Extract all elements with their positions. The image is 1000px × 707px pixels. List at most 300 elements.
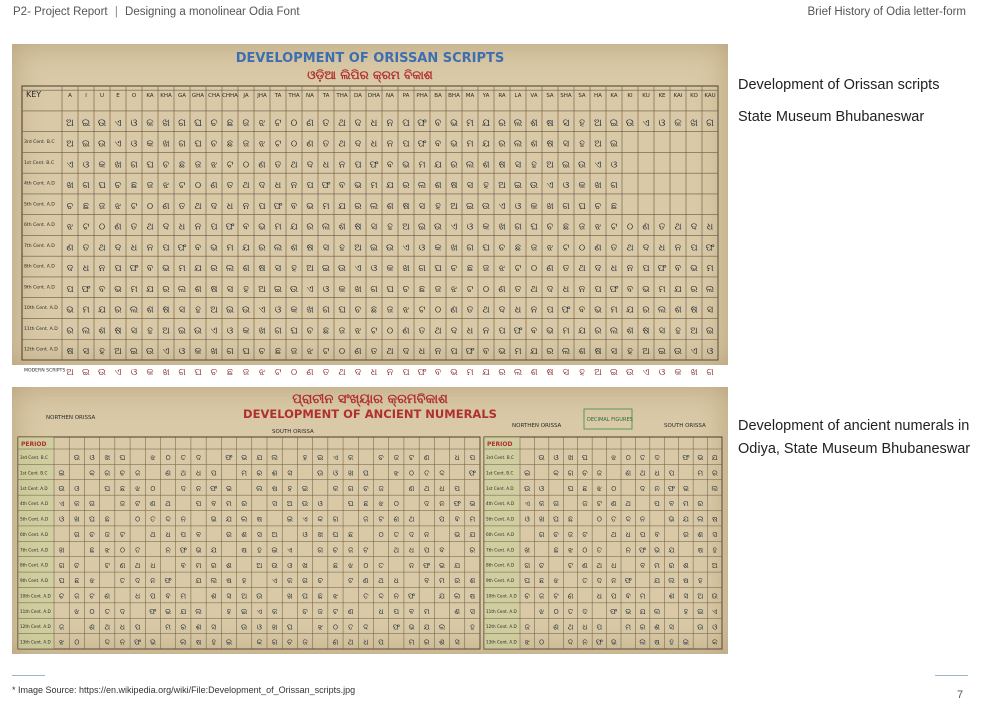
numerals-left-table-numeral-glyph: ପ [469,453,476,463]
numerals-right-table-numeral-glyph: ଏ [524,499,530,509]
row-label: 4th Cent. A.D [24,181,55,187]
script-glyph: ଧ [562,283,570,295]
script-glyph: ଜ [434,283,442,295]
script-glyph: ପ [498,325,506,337]
script-glyph: ଛ [178,159,186,171]
script-glyph: ଲ [513,366,523,378]
script-glyph: କ [578,180,586,192]
script-glyph: ଫ [417,117,427,129]
numerals-left-table-numeral-glyph: ଧ [195,468,202,478]
numerals-left-table-numeral-glyph: ଫ [210,483,218,493]
script-glyph: ଠ [386,325,394,337]
numerals-left-table-numeral-glyph: ଶ [241,530,247,539]
script-glyph: ଉ [242,304,250,316]
numerals-right-table-numeral-glyph: ଗ [524,560,531,570]
script-glyph: ଝ [258,366,266,378]
numerals-right-table-numeral-glyph: ଝ [539,606,545,616]
script-glyph: ଶ [242,263,250,275]
numerals-left-table-numeral-glyph: ଜ [348,545,354,555]
script-glyph: ଘ [386,283,394,295]
numerals-left-table-numeral-glyph: ତ [150,514,156,524]
numerals-left-table-row-label: 1st Cent. B.C [20,470,48,476]
numerals-right-table-numeral-glyph: ଜ [524,622,530,632]
numerals-left-table-numeral-glyph: ତ [104,606,110,616]
script-glyph: ତ [610,242,618,254]
script-glyph: ଥ [674,221,682,233]
script-glyph: ଓ [370,263,378,275]
numerals-left-table-numeral-glyph: ଭ [165,606,172,616]
script-glyph: ବ [674,263,682,275]
script-glyph: ଷ [546,138,554,150]
numerals-left-table-numeral-glyph: ହ [302,453,308,463]
numerals-left-table-numeral-glyph: ଜ [74,591,80,601]
numerals-right-table-numeral-glyph: ଭ [668,514,675,524]
script-glyph: ମ [418,159,426,171]
numerals-right-table-numeral-glyph: ମ [625,622,632,632]
numerals-right-table-numeral-glyph: ନ [611,576,617,586]
script-glyph: ଭ [498,346,506,358]
script-glyph: ଖ [498,221,506,233]
numerals-right-table-numeral-glyph: ନ [582,637,588,647]
numerals-right-table-numeral-glyph: ର [697,499,704,509]
script-glyph: ତ [130,221,138,233]
script-glyph: ଦ [210,200,218,212]
script-glyph: ନ [242,200,250,212]
script-glyph: ର [114,304,122,316]
script-glyph: ଛ [226,117,234,129]
script-glyph: ଭ [258,221,266,233]
script-glyph: ଶ [98,325,106,337]
script-glyph: ନ [290,180,298,192]
numerals-left-table-numeral-glyph: ଣ [393,514,400,524]
header-separator: | [114,6,118,18]
numerals-left-table-numeral-glyph: ଦ [165,514,171,524]
script-glyph: ଥ [578,263,586,275]
numerals-right-table-numeral-glyph: ବ [668,499,675,509]
script-glyph: ସ [610,346,618,358]
script-glyph: ଓ [226,325,234,337]
numerals-left-table-numeral-glyph: ଣ [119,560,126,570]
numerals-left-table-numeral-glyph: ଥ [165,499,171,509]
numerals-left-table-numeral-glyph: ଝ [89,576,95,586]
script-glyph: ଧ [370,138,378,150]
numerals-right-table-numeral-glyph: ଠ [553,606,559,616]
numerals-right-table-numeral-glyph: ଥ [625,499,632,509]
script-glyph: ସ [130,325,138,337]
script-glyph: ଚ [66,200,74,212]
script-glyph: ଷ [402,200,410,212]
script-glyph: ଭ [66,304,74,316]
script-glyph: ଖ [690,366,698,378]
figure1-caption-source: State Museum Bhubaneswar [738,109,925,125]
script-glyph: ଣ [210,180,218,192]
numerals-left-table-numeral-glyph: ଣ [408,483,415,493]
script-glyph: ଷ [114,325,122,337]
numerals-left-table-row-label: 11th Cent. A.D [20,608,51,614]
numerals-left-table-numeral-glyph: ବ [195,530,202,539]
script-glyph: ଲ [321,221,331,233]
script-glyph: ଘ [338,304,346,316]
script-glyph: ଇ [178,325,186,337]
numerals-left-table-numeral-glyph: ଅ [241,591,248,601]
numerals-left-table-numeral-glyph: ଗ [347,483,354,493]
numerals-left-table-row-label: 8th Cent. A.D [20,562,49,568]
script-glyph: ଇ [706,325,714,337]
numerals-left-table-numeral-glyph: ଛ [333,560,338,570]
numerals-left-table-numeral-glyph: ଭ [439,560,445,570]
numerals-left-table-numeral-glyph: ଧ [408,545,415,555]
script-glyph: ର [642,304,650,316]
numerals-left-table-numeral-glyph: ଝ [393,468,399,478]
script-glyph: ଖ [114,159,122,171]
script-glyph: ମ [562,325,570,337]
numerals-left-table-numeral-glyph: ଲ [453,591,461,601]
script-glyph: ଓ [658,117,666,129]
column-header: KAU [704,93,716,99]
numerals-left-table-numeral-glyph: ଧ [135,591,141,601]
numerals-right-table-numeral-glyph: ଭ [610,637,617,647]
numerals-right-table-numeral-glyph: ଟ [596,499,602,509]
numerals-right-table-numeral-glyph: ଧ [625,530,631,539]
script-glyph: ଜ [98,200,106,212]
script-glyph: ଇ [610,138,618,150]
column-header: HA [594,93,602,99]
script-glyph: ର [450,159,458,171]
numerals-left-table-numeral-glyph: ଗ [104,468,111,478]
script-glyph: ଶ [626,325,634,337]
numerals-right-table-numeral-glyph: କ [712,637,718,647]
numerals-left-table-numeral-glyph: ଯ [256,453,263,463]
script-glyph: ଜ [530,242,538,254]
numerals-right-table-numeral-glyph: ଜ [582,499,588,509]
numerals-left-table-numeral-glyph: ଯ [180,606,187,616]
numerals-right-table-numeral-glyph: ଧ [654,468,660,478]
column-header: TA [322,93,330,99]
numerals-right-table-numeral-glyph: ତ [639,453,646,463]
script-glyph: ଚ [114,180,122,192]
numerals-left-table-numeral-glyph: ଯ [210,545,217,555]
script-glyph: ଭ [690,263,698,275]
row-label: 1st Cent. B.C [24,160,55,166]
script-glyph: ଖ [162,117,170,129]
script-glyph: ବ [386,159,394,171]
column-header: CHA [208,93,220,99]
numerals-left-table-numeral-glyph: ଟ [89,591,95,601]
numerals-left-table-numeral-glyph: ଷ [195,637,202,647]
script-glyph: ଅ [66,117,74,129]
numerals-left-table-numeral-glyph: ଶ [439,637,445,647]
script-glyph: ଏ [642,366,650,378]
script-glyph: ଓ [706,346,714,358]
script-glyph: ଣ [450,304,458,316]
script-glyph: ଷ [210,283,218,295]
script-glyph: ଠ [242,159,250,171]
numerals-left-table-numeral-glyph: ଛ [363,499,369,509]
script-glyph: ର [498,138,506,150]
numerals-left-table-numeral-glyph: ଲ [195,606,202,616]
script-glyph: ର [594,325,602,337]
numerals-right-table-numeral-glyph: ଦ [625,514,631,524]
numerals-right-table-numeral-glyph: ଅ [711,560,718,570]
script-glyph: ମ [82,304,90,316]
script-glyph: ଝ [210,159,218,171]
numerals-left-table-numeral-glyph: ଜ [378,483,384,493]
numerals-left-table-numeral-glyph: ହ [287,483,293,493]
script-glyph: ଟ [418,304,426,316]
numerals-left-table-numeral-glyph: ଫ [134,637,142,647]
script-glyph: ଗ [130,159,138,171]
numerals-right-table-numeral-glyph: ଉ [524,483,531,493]
row-label: 12th Cent. A.D [24,347,58,353]
numerals-right-table-row-label: 1st Cent. B.C [486,470,514,476]
numerals-left-table-numeral-glyph: ଫ [392,622,400,632]
numerals-left-table-numeral-glyph: ପ [454,483,460,493]
numerals-left-table-numeral-glyph: ର [454,576,461,586]
numerals-right-table-numeral-glyph: ର [711,468,718,478]
numerals-left-table-numeral-glyph: କ [89,468,95,478]
numerals-left-table-row-label: 6th Cent. A.D [20,531,49,537]
numerals-right-table-numeral-glyph: ଶ [668,591,675,601]
column-header: THA [288,93,300,99]
numerals-right-table-numeral-glyph: ଚ [582,468,588,478]
numerals-left-table-numeral-glyph: ଓ [89,453,95,463]
numerals-left-table-numeral-glyph: ପ [180,530,187,539]
script-glyph: ନ [338,159,346,171]
numerals-left-table-numeral-glyph: ଏ [271,576,278,586]
script-glyph: ର [162,283,170,295]
numerals-right-table-numeral-glyph: ମ [654,560,660,570]
numerals-left-table-numeral-glyph: ଫ [468,468,476,478]
script-glyph: ଉ [97,117,107,129]
script-glyph: ମ [466,138,474,150]
script-glyph: ହ [579,138,585,150]
numerals-left-table-numeral-glyph: ଝ [59,637,65,647]
numerals-left-table-numeral-glyph: ଇ [225,637,233,647]
script-glyph: ଏ [114,117,122,129]
script-glyph: ବ [194,242,202,254]
numerals-left-table-numeral-glyph: ଯ [225,514,232,524]
script-glyph: ଶ [578,346,586,358]
script-glyph: ଷ [162,304,170,316]
script-glyph: ଲ [225,263,235,275]
script-glyph: ର [498,366,506,378]
numerals-right-table-row-label: 9th Cent. A.D [486,578,515,584]
numerals-right-table-numeral-glyph: ବ [654,530,660,539]
script-glyph: ପ [306,180,314,192]
numerals-right-table-numeral-glyph: ହ [669,637,674,647]
script-glyph: ଲ [465,159,475,171]
column-header: I [85,93,87,99]
numerals-left-table-numeral-glyph: ତ [134,545,141,555]
script-glyph: ପ [402,138,410,150]
column-header: KA [146,93,154,99]
numerals-right-table-numeral-glyph: ସ [683,591,689,601]
numerals-left-table-numeral-glyph: ପ [378,637,384,647]
script-glyph: ଗ [466,242,474,254]
column-header: VA [530,93,538,99]
script-glyph: ଧ [658,242,666,254]
row-label: 3rd Cent. B.C [24,140,55,146]
orissan-scripts-image [12,44,728,378]
script-glyph: ଠ [626,221,634,233]
script-glyph: ଉ [625,117,635,129]
numerals-right-table-numeral-glyph: ସ [669,622,674,632]
numerals-left-table-numeral-glyph: ଏ [332,453,339,463]
script-glyph: ଏ [306,283,314,295]
numerals-left-table-numeral-glyph: ଶ [271,468,278,478]
script-glyph: ଠ [434,304,442,316]
numerals-left-table-row-label: 1st Cent. A.D [20,485,48,491]
script-glyph: ଶ [194,283,202,295]
script-glyph: ପ [402,366,410,378]
script-glyph: କ [338,283,346,295]
numerals-left-table-numeral-glyph: ଶ [195,622,202,632]
script-glyph: ଜ [242,366,250,378]
script-glyph: ନ [386,366,394,378]
script-glyph: ମ [466,366,474,378]
script-glyph: ଧ [178,221,186,233]
script-glyph: ଷ [66,346,74,358]
column-header: BHA [448,93,460,99]
script-glyph: ଟ [274,366,282,378]
script-glyph: ନ [578,283,586,295]
numerals-left-table-numeral-glyph: ଝ [135,483,141,493]
key-label: KEY [26,90,42,99]
script-glyph: ଉ [674,346,682,358]
numerals-left-table-numeral-glyph: ର [241,499,248,509]
column-header: YA [482,93,490,99]
numerals-left-table-numeral-glyph: ଉ [73,453,80,463]
script-glyph: ଧ [466,325,474,337]
numerals-right-table-numeral-glyph: ତ [567,606,574,616]
row-label: 10th Cent. A.D [24,306,58,312]
numerals-right-table-period-label: PERIOD [487,441,513,448]
script-glyph: ଉ [578,159,586,171]
script-glyph: ବ [626,283,634,295]
numerals-left-table-numeral-glyph: ଧ [165,530,171,539]
numerals-left-table-numeral-glyph: ଝ [104,545,110,555]
column-header: TA [274,93,282,99]
script-glyph: ଫ [561,304,571,316]
numerals-right-table-numeral-glyph: ଚ [524,591,530,601]
script-glyph: ଫ [225,221,235,233]
numerals-left-table-numeral-glyph: ପ [423,545,430,555]
chart-title-odia: ପ୍ରାଚୀନ ସଂଖ୍ୟାର କ୍ରମବିକାଶ [292,392,448,407]
script-glyph: ଲ [273,242,283,254]
numerals-left-table-numeral-glyph: ଲ [271,453,278,463]
numerals-left-table-numeral-glyph: ଘ [332,530,339,539]
script-glyph: ଥ [482,304,490,316]
script-glyph: ମ [610,304,618,316]
numerals-right-table-numeral-glyph: ତ [611,514,617,524]
numerals-left-table-numeral-glyph: ଯ [438,591,445,601]
numerals-left-table-numeral-glyph: ଚ [119,468,126,478]
numerals-left-table-numeral-glyph: ଠ [378,530,384,539]
numerals-left-table-numeral-glyph: ଠ [74,637,80,647]
numerals-left-table-row-label: 4th Cent. A.D [20,501,49,507]
column-header: MA [465,93,475,99]
script-glyph: ଠ [338,346,346,358]
row-label: 11th Cent. A.D [24,326,58,332]
script-glyph: ହ [435,200,441,212]
script-glyph: ଓ [178,346,186,358]
script-glyph: ମ [226,242,234,254]
script-glyph: ଘ [578,200,586,212]
numerals-right-table-numeral-glyph: ଷ [712,514,718,524]
script-glyph: ଷ [258,263,266,275]
script-glyph: ଓ [274,304,282,316]
script-glyph: ଦ [258,180,266,192]
numerals-left-table-numeral-glyph: ତ [363,591,369,601]
script-glyph: ହ [531,159,537,171]
script-glyph: ଏ [114,366,122,378]
numerals-left-table-numeral-glyph: ଣ [363,576,369,586]
numerals-left-table-numeral-glyph: ଉ [241,622,248,632]
numerals-left-table-numeral-glyph: ଝ [150,453,156,463]
script-glyph: ଫ [321,180,331,192]
numerals-right-table-numeral-glyph: ଠ [539,637,545,647]
script-glyph: ନ [626,263,634,275]
script-glyph: ହ [579,117,585,129]
script-glyph: ଥ [338,138,346,150]
script-glyph: ଓ [562,180,570,192]
south-orissa-label-right: SOUTH ORISSA [664,423,706,429]
numerals-left-table-numeral-glyph: ତ [393,530,400,539]
numerals-left-table-numeral-glyph: ଷ [271,483,278,493]
script-glyph: ଉ [290,283,298,295]
numerals-left-table-numeral-glyph: ଉ [58,483,65,493]
script-glyph: ଗ [178,117,186,129]
numerals-left-table-numeral-glyph: ମ [469,514,476,524]
script-glyph: ଓ [514,200,522,212]
script-glyph: ଧ [82,263,90,275]
script-glyph: ଠ [194,180,202,192]
script-glyph: ଖ [162,366,170,378]
numerals-right-table-numeral-glyph: ଉ [697,622,704,632]
numerals-left-table-numeral-glyph: ଓ [302,530,308,539]
numerals-left-table-numeral-glyph: ଫ [179,545,187,555]
chart-title-odia: ଓଡ଼ିଆ ଲିପିର କ୍ରମ ବିକାଶ [307,68,433,82]
numerals-left-table-numeral-glyph: ଥ [393,545,400,555]
script-glyph: ଟ [130,200,138,212]
numerals-left-table-numeral-glyph: ଗ [332,514,339,524]
script-glyph: ଓ [130,138,138,150]
numerals-left-table-numeral-glyph: ଖ [287,591,293,601]
script-glyph: ଇ [514,180,522,192]
numerals-left-table-numeral-glyph: ଘ [104,483,111,493]
script-glyph: ଲ [129,304,139,316]
script-glyph: ଫ [705,242,715,254]
script-glyph: ପ [210,221,218,233]
script-glyph: ଟ [514,263,522,275]
numerals-left-table-numeral-glyph: ଖ [317,530,324,539]
script-glyph: ର [546,346,554,358]
column-header: JA [243,93,249,99]
numerals-right-table-numeral-glyph: ପ [610,591,617,601]
column-header: DA [354,93,362,99]
numerals-right-table-numeral-glyph: ଶ [654,622,660,632]
script-glyph: ହ [99,346,105,358]
numerals-left-table-numeral-glyph: ଧ [454,453,460,463]
numerals-right-table-numeral-glyph: ଖ [524,545,531,555]
script-glyph: ଅ [210,304,218,316]
script-glyph: ଉ [530,180,538,192]
numerals-left-table-numeral-glyph: ହ [470,622,475,632]
numerals-left-table-numeral-glyph: ର [180,622,187,632]
script-glyph: ଲ [561,346,571,358]
numerals-right-table-numeral-glyph: ଲ [668,576,675,586]
numerals-left-table-numeral-glyph: ଭ [195,545,202,555]
